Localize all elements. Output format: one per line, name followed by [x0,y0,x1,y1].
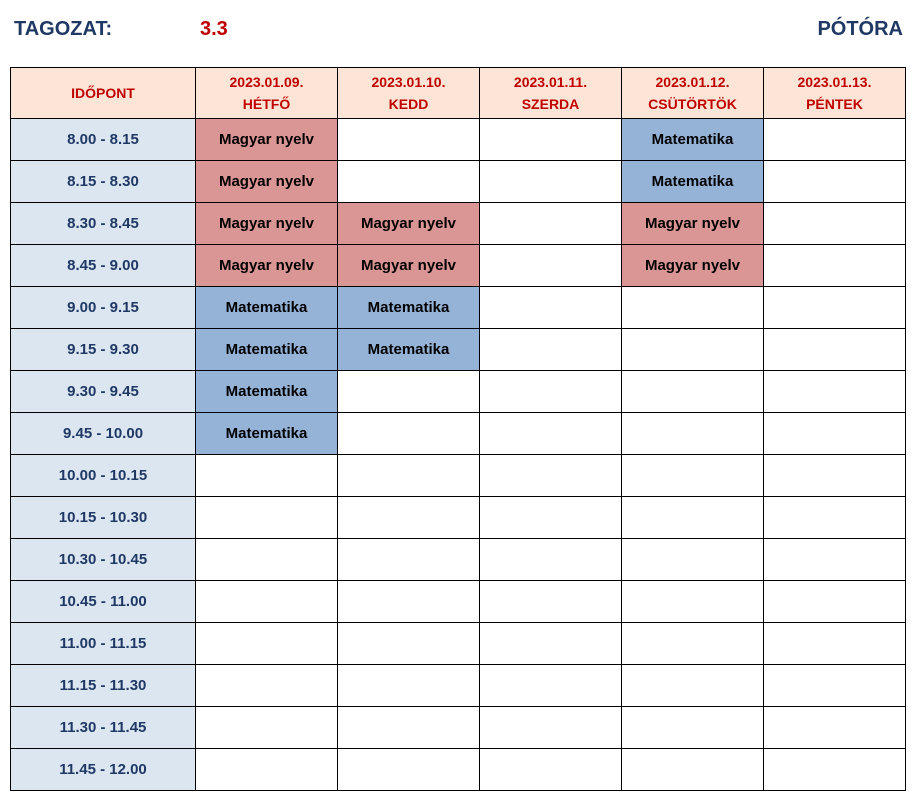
schedule-cell: Magyar nyelv [196,161,338,203]
schedule-cell [764,329,906,371]
day-date: 2023.01.12. [655,74,730,90]
schedule-cell [764,497,906,539]
timetable [10,67,906,791]
schedule-cell [338,119,480,161]
table-row [11,371,906,413]
schedule-cell [480,287,622,329]
schedule-cell [480,623,622,665]
schedule-cell [622,287,764,329]
schedule-cell [480,539,622,581]
table-row [11,581,906,623]
schedule-cell [480,203,622,245]
schedule-cell [338,665,480,707]
schedule-cell [622,497,764,539]
day-header [622,68,764,119]
table-row [11,707,906,749]
schedule-cell [480,119,622,161]
schedule-cell [764,455,906,497]
schedule-cell [764,581,906,623]
schedule-cell: Magyar nyelv [622,203,764,245]
schedule-cell [196,707,338,749]
schedule-cell [764,707,906,749]
schedule-cell [480,455,622,497]
schedule-cell [764,749,906,791]
schedule-cell: Magyar nyelv [338,203,480,245]
schedule-cell [764,245,906,287]
time-slot: 9.00 - 9.15 [11,287,196,329]
table-row [11,287,906,329]
schedule-cell: Magyar nyelv [196,245,338,287]
section-label: TAGOZAT: [14,18,113,40]
table-row [11,161,906,203]
schedule-cell [764,623,906,665]
schedule-cell [338,581,480,623]
time-slot: 10.00 - 10.15 [11,455,196,497]
day-name: HÉTFŐ [242,96,291,112]
schedule-cell: Matematika [622,161,764,203]
schedule-cell [196,623,338,665]
schedule-cell [622,665,764,707]
table-row [11,413,906,455]
schedule-cell [196,581,338,623]
class-number: 3.3 [200,18,228,40]
day-date: 2023.01.11. [513,74,588,90]
schedule-cell [196,749,338,791]
time-slot: 11.00 - 11.15 [11,623,196,665]
schedule-cell: Matematika [196,371,338,413]
table-row [11,749,906,791]
schedule-cell [622,413,764,455]
schedule-cell: Matematika [622,119,764,161]
day-header [764,68,906,119]
day-header [338,68,480,119]
schedule-cell [622,455,764,497]
day-date: 2023.01.09. [229,74,304,90]
schedule-cell [480,329,622,371]
schedule-cell [480,707,622,749]
schedule-cell [338,707,480,749]
time-slot: 8.00 - 8.15 [11,119,196,161]
schedule-cell: Magyar nyelv [196,119,338,161]
schedule-cell [764,287,906,329]
schedule-cell [622,707,764,749]
table-row [11,665,906,707]
time-slot: 9.30 - 9.45 [11,371,196,413]
day-header [480,68,622,119]
time-slot: 11.30 - 11.45 [11,707,196,749]
table-row [11,497,906,539]
schedule-cell [338,497,480,539]
schedule-cell [196,665,338,707]
time-slot: 8.45 - 9.00 [11,245,196,287]
schedule-cell [622,371,764,413]
schedule-cell: Matematika [338,329,480,371]
table-row [11,203,906,245]
time-slot: 10.45 - 11.00 [11,581,196,623]
time-slot: 8.30 - 8.45 [11,203,196,245]
schedule-cell [480,245,622,287]
schedule-cell [338,539,480,581]
schedule-cell [196,539,338,581]
table-row [11,245,906,287]
table-row [11,539,906,581]
day-name: CSÜTÖRTÖK [648,96,737,112]
schedule-cell [480,371,622,413]
time-slot: 10.15 - 10.30 [11,497,196,539]
schedule-cell [480,665,622,707]
day-name: PÉNTEK [806,96,863,112]
schedule-cell: Magyar nyelv [338,245,480,287]
schedule-cell [480,581,622,623]
time-slot: 9.45 - 10.00 [11,413,196,455]
schedule-cell: Matematika [338,287,480,329]
schedule-cell [338,455,480,497]
schedule-cell [338,413,480,455]
table-row [11,119,906,161]
schedule-cell: Magyar nyelv [622,245,764,287]
schedule-cell [764,413,906,455]
schedule-cell [338,161,480,203]
time-slot: 10.30 - 10.45 [11,539,196,581]
schedule-cell [764,539,906,581]
schedule-cell [622,539,764,581]
schedule-cell [338,371,480,413]
schedule-cell [480,497,622,539]
table-row [11,329,906,371]
day-name: SZERDA [521,96,580,112]
schedule-cell [196,497,338,539]
schedule-cell [622,623,764,665]
schedule-cell [480,749,622,791]
day-date: 2023.01.13. [797,74,872,90]
schedule-cell [480,413,622,455]
schedule-cell [622,749,764,791]
schedule-cell: Matematika [196,329,338,371]
schedule-cell [622,329,764,371]
time-column-header: IDŐPONT [11,68,196,119]
schedule-cell [196,455,338,497]
schedule-cell [338,623,480,665]
schedule-cell [764,665,906,707]
schedule-cell: Magyar nyelv [196,203,338,245]
schedule-type: PÓTÓRA [817,18,903,40]
schedule-cell [622,581,764,623]
day-header [196,68,338,119]
schedule-cell: Matematika [196,413,338,455]
time-slot: 11.45 - 12.00 [11,749,196,791]
schedule-cell [338,749,480,791]
time-slot: 11.15 - 11.30 [11,665,196,707]
table-row [11,623,906,665]
time-slot: 9.15 - 9.30 [11,329,196,371]
schedule-cell: Matematika [196,287,338,329]
schedule-cell [764,119,906,161]
schedule-cell [764,371,906,413]
schedule-cell [764,161,906,203]
schedule-cell [480,161,622,203]
time-slot: 8.15 - 8.30 [11,161,196,203]
day-date: 2023.01.10. [371,74,446,90]
header-row [11,68,906,119]
table-row [11,455,906,497]
schedule-cell [764,203,906,245]
day-name: KEDD [388,96,429,112]
